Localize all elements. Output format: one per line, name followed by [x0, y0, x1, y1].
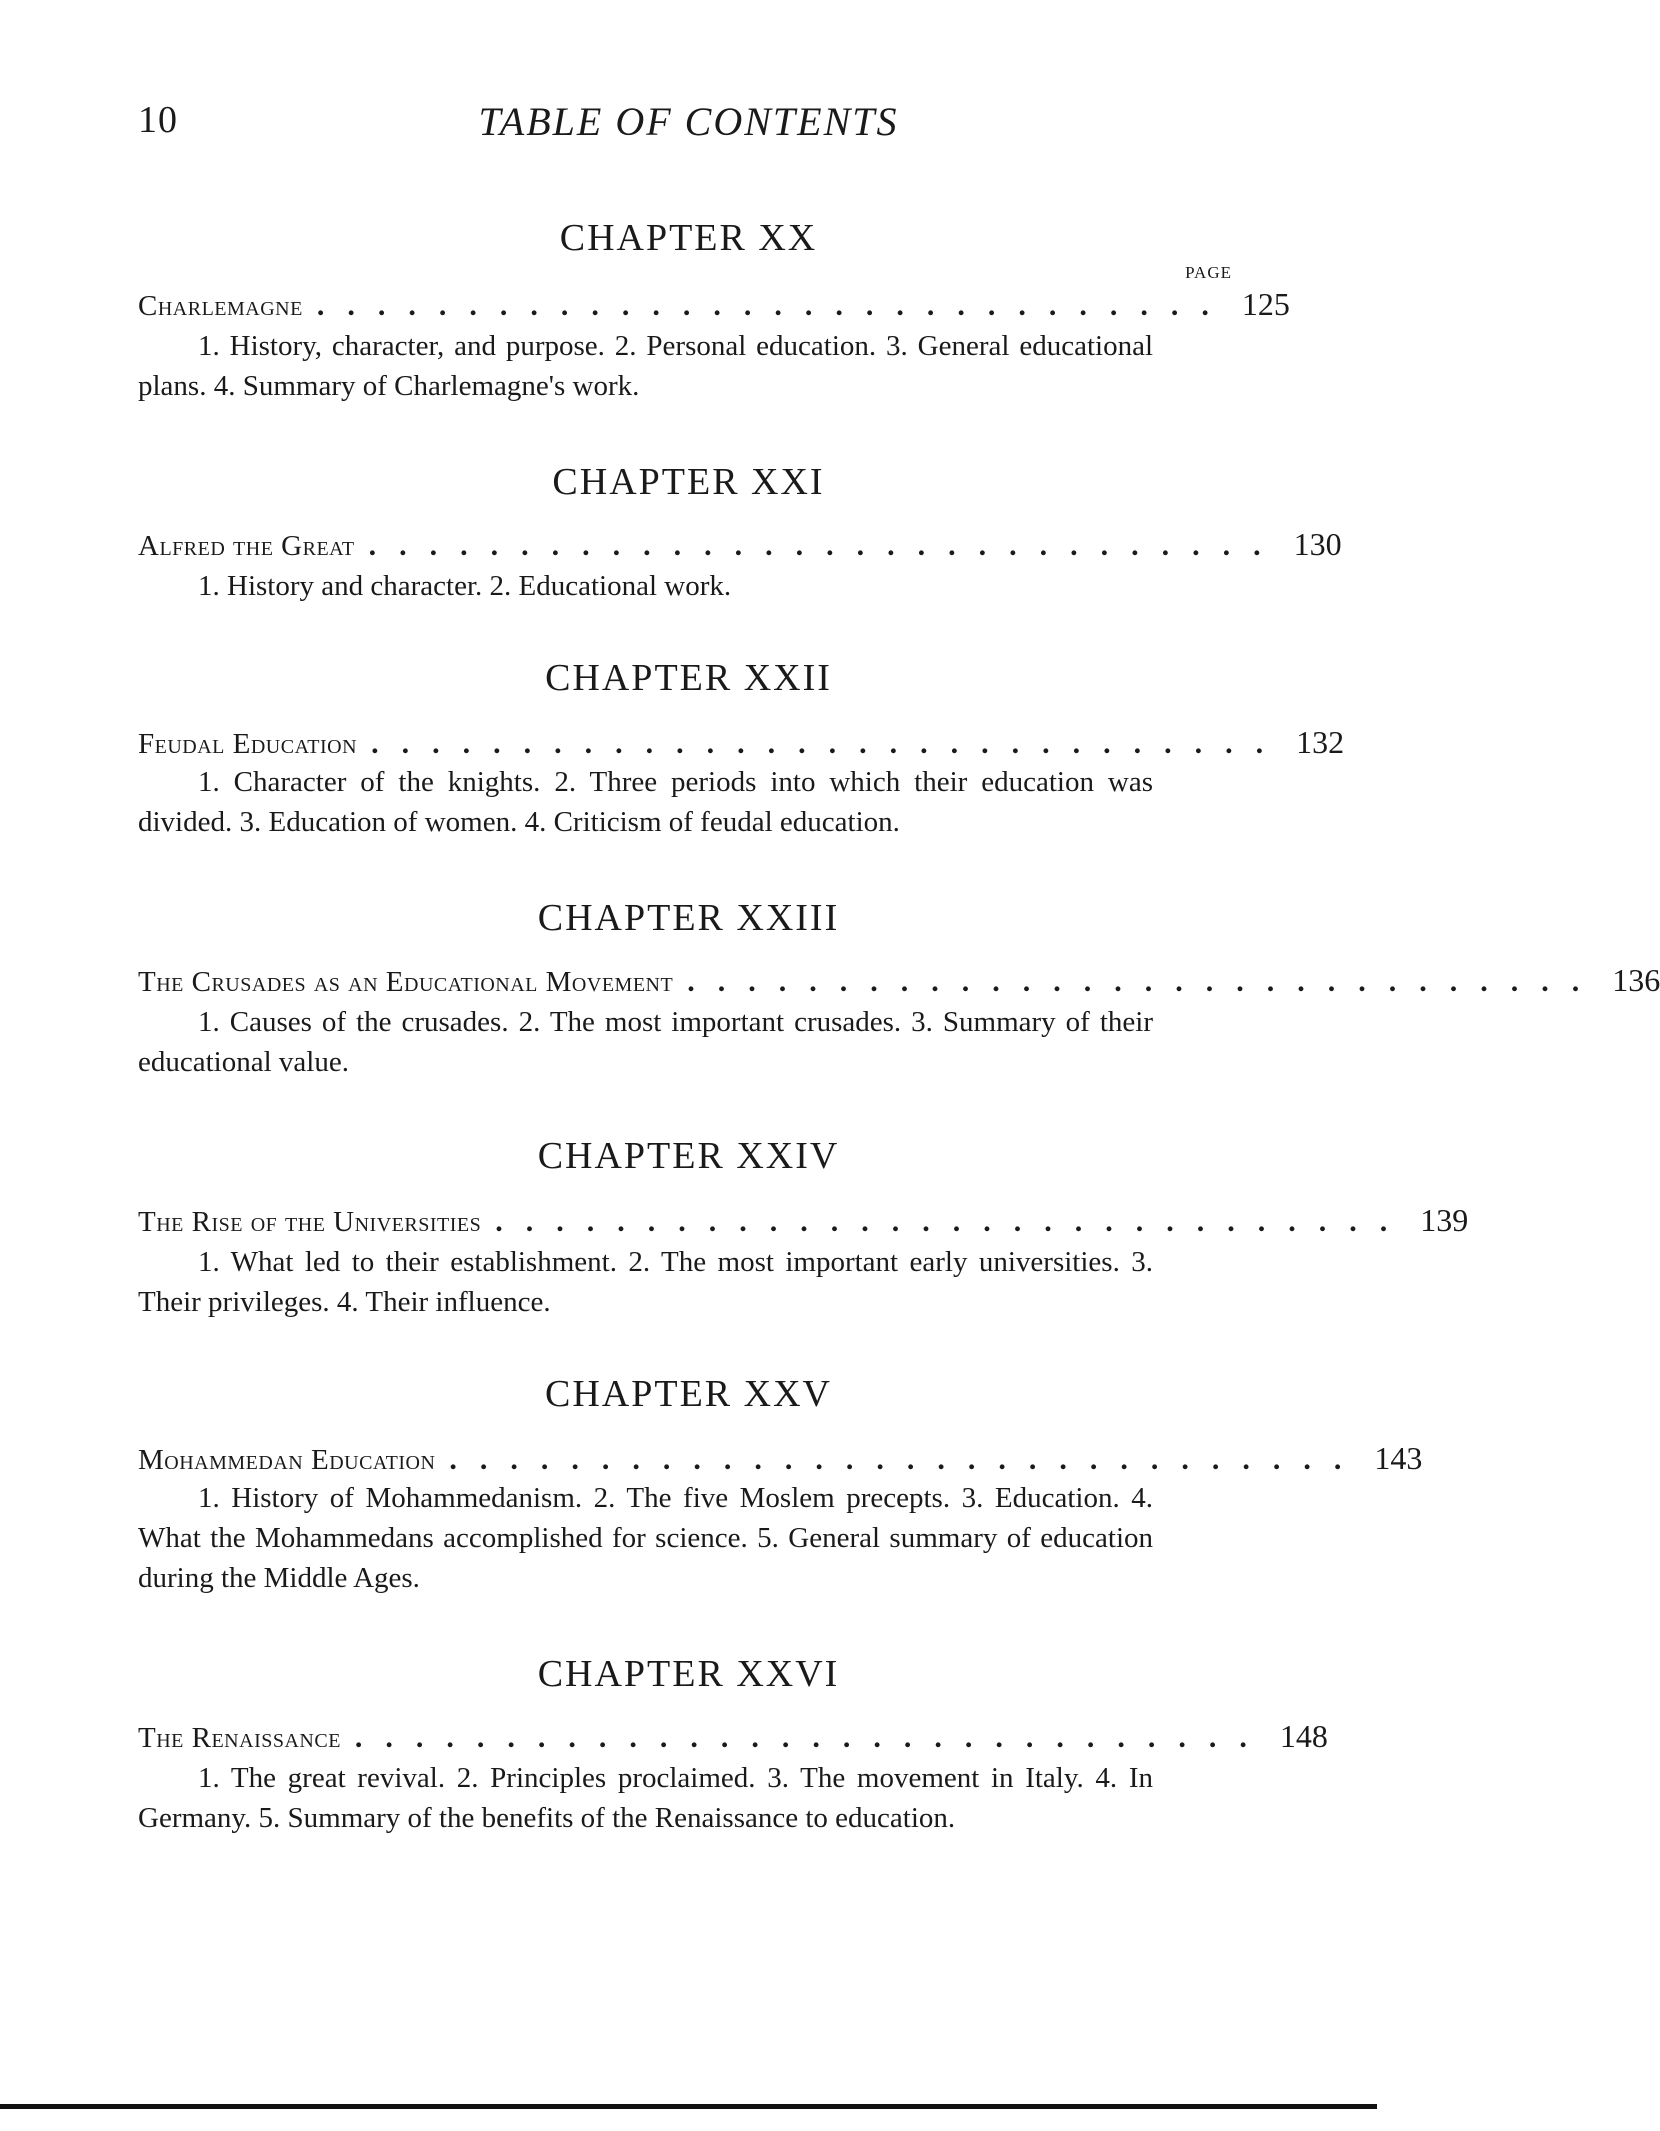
dot-leader: ..............................	[687, 965, 1603, 998]
chapter-heading: CHAPTER XXV	[545, 1373, 832, 1415]
entry-title: Mohammedan Education	[138, 1444, 436, 1476]
bottom-rule	[0, 2104, 1377, 2109]
entry-summary	[138, 1478, 1153, 1598]
toc-entry[interactable]	[138, 286, 1290, 326]
entry-title: The Renaissance	[138, 1722, 341, 1754]
entry-summary-text: 1. The great revival. 2. Principles proclaimed. 3. The movement in Italy. 4. In Germany. 5. Summary of the benefits of the Renaissance to education.	[138, 1762, 1153, 1834]
entry-page-number: 143	[1374, 1440, 1423, 1476]
chapter-heading: CHAPTER XXII	[545, 657, 832, 699]
entry-title: Feudal Education	[138, 728, 358, 760]
toc-entry[interactable]	[138, 1440, 1423, 1480]
entry-summary	[138, 326, 1153, 406]
toc-entry[interactable]	[138, 526, 1342, 566]
entry-page-number: 148	[1279, 1718, 1328, 1754]
entry-summary-text: 1. History of Mohammedanism. 2. The five Moslem precepts. 3. Education. 4. What the Mohammedans accomplished for science. 5. General summary of education during the Middle Ages.	[138, 1482, 1153, 1594]
toc-entry[interactable]	[138, 724, 1345, 764]
entry-title: Charlemagne	[138, 290, 303, 322]
entry-summary-text: 1. History, character, and purpose. 2. Personal education. 3. General educational plans. 4. Summary of Charlemagne's work.	[138, 330, 1153, 402]
entry-summary-text: 1. What led to their establishment. 2. The most important early universities. 3. Their privileges. 4. Their influence.	[138, 1246, 1153, 1318]
entry-title: Alfred the Great	[138, 530, 355, 562]
page-number: 10	[138, 99, 178, 141]
entry-summary	[138, 762, 1153, 842]
dot-leader: ..............................	[354, 1721, 1270, 1754]
entry-page-number: 130	[1293, 526, 1342, 562]
chapter-heading: CHAPTER XXIV	[537, 1135, 840, 1177]
entry-summary	[138, 1758, 1153, 1838]
dot-leader: ..............................	[316, 289, 1232, 322]
toc-entry[interactable]	[138, 962, 1660, 1002]
dot-leader: ..............................	[449, 1443, 1365, 1476]
entry-page-number: 136	[1612, 962, 1660, 998]
entry-page-number: 132	[1296, 724, 1345, 760]
toc-entry[interactable]	[138, 1202, 1469, 1242]
chapter-heading: CHAPTER XXIII	[537, 897, 840, 939]
toc-entry[interactable]	[138, 1718, 1328, 1758]
page-column-label: PAGE	[1185, 263, 1232, 282]
dot-leader: ..............................	[371, 727, 1287, 760]
chapter-heading: CHAPTER XXVI	[537, 1653, 840, 1695]
chapter-heading: CHAPTER XXI	[552, 461, 825, 503]
entry-page-number: 125	[1241, 286, 1290, 322]
dot-leader: ..............................	[495, 1205, 1411, 1238]
chapter-heading: CHAPTER XX	[559, 217, 818, 259]
entry-summary-text: 1. Causes of the crusades. 2. The most important crusades. 3. Summary of their educational value.	[138, 1006, 1153, 1078]
entry-title: The Crusades as an Educational Movement	[138, 966, 674, 998]
dot-leader: ..............................	[368, 529, 1284, 562]
entry-summary-text: 1. History and character. 2. Educational work.	[198, 570, 732, 602]
entry-summary	[138, 1242, 1153, 1322]
running-title: TABLE OF CONTENTS	[478, 99, 899, 144]
entry-summary	[138, 1002, 1153, 1082]
entry-title: The Rise of the Universities	[138, 1206, 482, 1238]
entry-summary-text: 1. Character of the knights. 2. Three periods into which their education was divided. 3. Education of women. 4. Criticism of feudal education.	[138, 766, 1153, 838]
entry-summary	[138, 566, 1153, 606]
entry-page-number: 139	[1420, 1202, 1469, 1238]
